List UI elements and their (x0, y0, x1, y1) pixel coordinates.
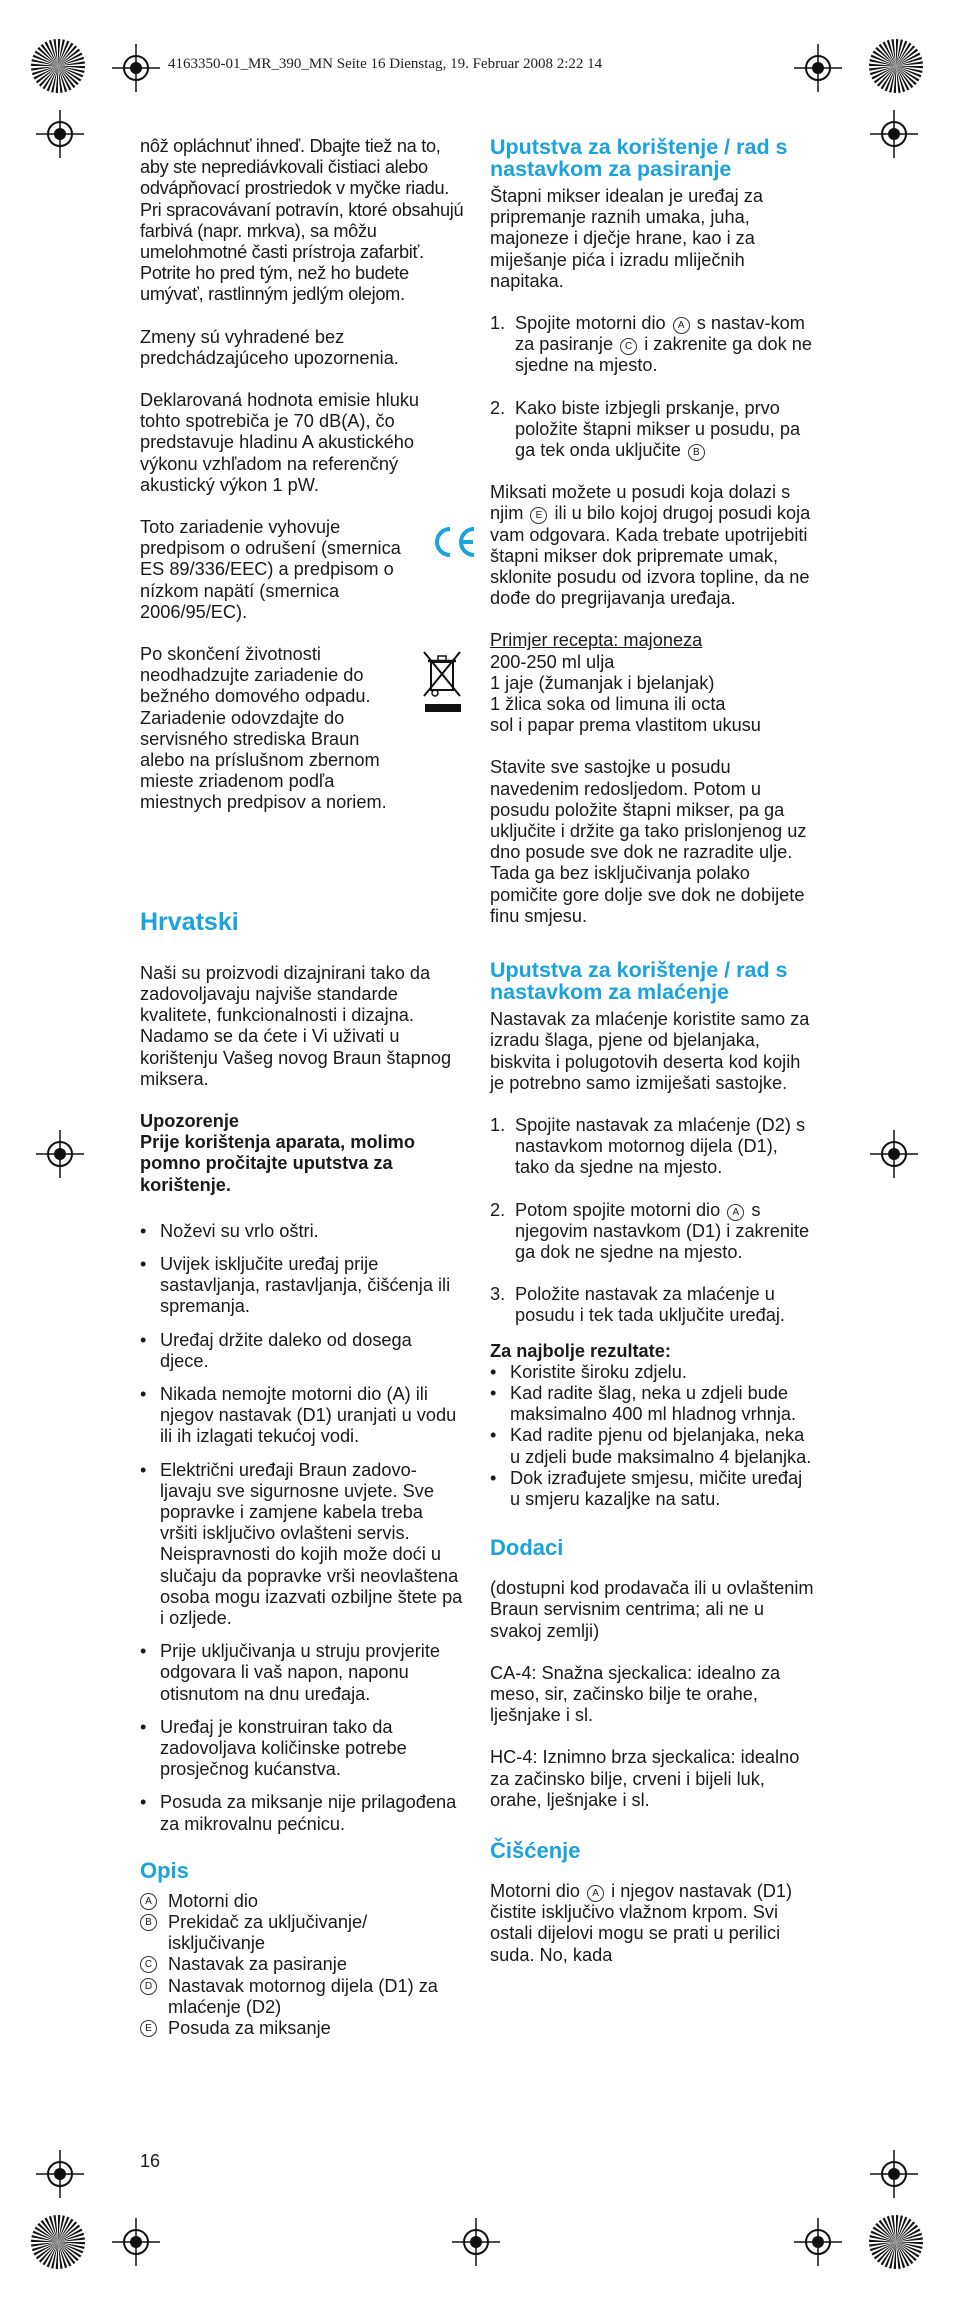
list-item: • Kad radite šlag, neka u zdjeli bude maksimalno 400 ml hladnog vrhnja. (490, 1383, 815, 1425)
part-item (140, 1891, 464, 1912)
crossed-bin-icon (420, 648, 466, 714)
left-column (140, 136, 464, 2039)
part-item (140, 2018, 464, 2039)
print-slug: 4163350-01_MR_390_MN Seite 16 Dienstag, 19. Februar 2008 2:22 14 (168, 56, 603, 72)
body-paragraph: HC-4: Iznimno brza sjeckalica: idealno za začinsko bilje, crveni i bijeli luk, orahe, lješnjake i sl. (490, 1747, 800, 1810)
weee-block (140, 644, 464, 814)
list-item: • Noževi su vrlo oštri. (140, 1221, 464, 1242)
star-target-icon (868, 38, 924, 94)
part-label: Posuda za miksanje (168, 2018, 331, 2039)
registration-mark-icon (36, 110, 84, 158)
sk-paragraph: Toto zariadenie vyhovuje predpisom o odrušení (smernica ES 89/336/EEC) a predpisom o nízkom napätí (smernica 2006/95/EC). (140, 517, 401, 622)
sk-paragraph: Deklarovaná hodnota emisie hluku tohto spotrebiča je 70 dB(A), čo predstavuje hladinu A akustického výkonu vzhľadom na referenčný akustický výkon 1 pW. (140, 390, 420, 495)
best-results-title: Za najbolje rezultate: (490, 1340, 671, 1361)
steps-list-mlacenje (490, 1115, 815, 1327)
part-letter: D (140, 1978, 157, 1995)
list-item: • Nikada nemojte motorni dio (A) ili njegov nastavak (D1) uranjati u vodu ili ih izlagati tekućoj vodi. (140, 1384, 464, 1448)
sk-paragraph: Pri spracovávaní potravín, ktoré obsahujú farbivá (napr. mrkva), sa môžu umelohmotné časti prístroja zafarbiť. Potrite ho pred tým, než ho budete umývať, rastlinným jedlým olejom. (140, 199, 464, 305)
body-paragraph: Stavite sve sastojke u posudu navedenim redosljedom. Potom u posudu položite štapni mikser, pa ga uključite i držite ga tako prislonjenog uz dno posude sve dok ne razradite ulje. Tada ga bez isključivanja polako pomičite gore dolje sve dok ne dobijete finu smjesu. (490, 757, 807, 926)
warning-block (140, 1111, 464, 1196)
part-label: Prekidač za uključivanje/ isključivanje (168, 1912, 368, 1954)
mark-A: A (673, 317, 690, 334)
recipe-block (490, 630, 815, 736)
section-title-mlacenje: Uputstva za korištenje / rad s nastavkom za mlaćenje (490, 958, 788, 1005)
list-item: • Uređaj držite daleko od dosega djece. (140, 1330, 464, 1372)
step-item: 2. Kako biste izbjegli prskanje, prvo položite štapni mikser u posudu, pa ga tek onda uključite B (490, 397, 801, 461)
sk-paragraph: Po skončení životnosti neodhadzujte zariadenie do bežného domového odpadu. Zariadenie odovzdajte do servisného strediska Braun alebo na príslušnom zbernom mieste zriadenom podľa miestnych predpisov a noriem. (140, 644, 387, 813)
section-title-ciscenje: Čišćenje (490, 1837, 581, 1863)
registration-mark-icon (870, 1130, 918, 1178)
warning-title: Upozorenje (140, 1110, 240, 1131)
ce-block (140, 517, 464, 623)
page-number: 16 (140, 2151, 161, 2171)
step-item: 1. Spojite nastavak za mlaćenje (D2) s nastavkom motornog dijela (D1), tako da sjedne na mjesto. (490, 1114, 806, 1178)
registration-mark-icon (112, 2218, 160, 2266)
list-item: • Posuda za miksanje nije prilagođena za mikrovalnu pećnicu. (140, 1792, 464, 1834)
sk-paragraph: nôž opláchnuť ihneď. Dbajte tiež na to, aby ste neprediávkovali čistiaci alebo odvápňovací prostriedok v myčke riadu. (140, 136, 450, 199)
intro-paragraph: Štapni mikser idealan je uređaj za pripremanje raznih umaka, juha, majoneze i dječje hrane, kao i za miješanje pića i izradu mliječnih napitaka. (490, 186, 763, 291)
registration-mark-icon (36, 2150, 84, 2198)
body-paragraph: Motorni dio A i njegov nastavak (D1) čistite isključivo vlažnom krpom. Svi ostali dijelovi mogu se prati u perilici suda. No, kada (490, 1880, 793, 1965)
section-title-opis: Opis (140, 1857, 189, 1883)
part-item (140, 1912, 464, 1954)
mark-E: E (530, 507, 547, 524)
star-target-icon (30, 38, 86, 94)
part-letter: C (140, 1956, 157, 1973)
list-item: • Uvijek isključite uređaj prije sastavljanja, rastavljanja, čišćenja ili spremanja. (140, 1254, 464, 1318)
section-title-dodaci: Dodaci (490, 1535, 564, 1561)
warning-list (140, 1221, 464, 1835)
body-paragraph: CA-4: Snažna sjeckalica: idealno za meso, sir, začinsko bilje te orahe, lješnjake i sl. (490, 1662, 781, 1726)
recipe-line: 200-250 ml ulja (490, 651, 615, 672)
sk-paragraph: Zmeny sú vyhradené bez predchádzajúceho upozornenia. (140, 326, 399, 368)
part-letter: B (140, 1914, 157, 1931)
registration-mark-icon (870, 110, 918, 158)
section-title-pasiranje: Uputstva za korištenje / rad s nastavkom za pasiranje (490, 135, 788, 181)
registration-mark-icon (112, 44, 160, 92)
part-label: Motorni dio (168, 1890, 258, 1911)
recipe-line: sol i papar prema vlastitom ukusu (490, 715, 761, 736)
part-letter: A (140, 1893, 157, 1910)
body-paragraph: (dostupni kod prodavača ili u ovlaštenim Braun servisnim centrima; ali ne u svakoj zemlji) (490, 1578, 814, 1641)
star-target-icon (30, 2214, 86, 2270)
part-item (140, 1954, 464, 1975)
list-item: • Uređaj je konstruiran tako da zadovoljava količinske potrebe prosječnog kućanstva. (140, 1717, 464, 1781)
recipe-line: 1 žlica soka od limuna ili octa (490, 694, 726, 715)
mark-A: A (727, 1204, 744, 1221)
registration-mark-icon (36, 1130, 84, 1178)
star-target-icon (868, 2214, 924, 2270)
intro-paragraph: Naši su proizvodi dizajnirani tako da zadovoljavaju najviše standarde kvalitete, funkcionalnosti i dizajna. Nadamo se da ćete i Vi uživati u korištenju Vašeg novog Braun štapnog miksera. (140, 962, 452, 1089)
step-item: 3. Položite nastavak za mlaćenje u posudu i tek tada uključite uređaj. (490, 1284, 785, 1326)
list-item: • Kad radite pjenu od bjelanjaka, neka u zdjeli bude maksimalno 4 bjelanjka. (490, 1425, 815, 1467)
list-item: • Dok izrađujete smjesu, mičite uređaj u smjeru kazaljke na satu. (490, 1468, 815, 1510)
body-paragraph: Miksati možete u posudi koja dolazi s njim E ili u bilo kojoj drugoj posudi koja vam odgovara. Kada trebate upotrijebiti štapni mikser dok pripremate umak, sklonite posudu od izvora topline, da ne dođe do pregrijavanja uređaja. (490, 482, 811, 609)
list-item: • Prije uključivanja u struju provjerite odgovara li vaš napon, naponu otisnutom na dnu uređaja. (140, 1641, 464, 1705)
intro-paragraph: Nastavak za mlaćenje koristite samo za izradu šlaga, pjene od bjelanjaka, biskvita i polugotovih deserta kod kojih je potrebno samo izmiješati sastojke. (490, 1009, 810, 1093)
mark-B: B (688, 444, 705, 461)
recipe-title: Primjer recepta: majoneza (490, 630, 703, 651)
list-item: • Koristite široku zdjelu. (490, 1362, 815, 1383)
registration-mark-icon (794, 2218, 842, 2266)
steps-list-pasiranje (490, 313, 815, 461)
right-column (490, 136, 815, 1987)
list-item: • Električni uređaji Braun zadovo-ljavaju sve sigurnosne uvjete. Sve popravke i zamjene kabela treba vršiti isključivo ovlašteni servis. Neispravnosti do kojih može doći u slučaju da popravke vrši neovlaštena osoba mogu izazvati ozbiljne štete pa i ozljede. (140, 1460, 464, 1630)
mark-C: C (620, 338, 637, 355)
registration-mark-icon (870, 2150, 918, 2198)
part-letter: E (140, 2020, 157, 2037)
parts-list (140, 1891, 464, 2039)
step-item: 1. Spojite motorni dio A s nastav-kom za pasiranje C i zakrenite ga dok ne sjedne na mjesto. (490, 313, 813, 376)
part-label: Nastavak za pasiranje (168, 1954, 347, 1975)
mark-A: A (587, 1885, 604, 1902)
part-label: Nastavak motornog dijela (D1) za mlaćenje (D2) (168, 1975, 438, 2017)
step-item: 2. Potom spojite motorni dio A s njegovim nastavkom (D1) i zakrenite ga dok ne sjedne na mjesto. (490, 1199, 810, 1262)
warning-subtitle: Prije korištenja aparata, molimo pomno pročitajte uputstva za korištenje. (140, 1132, 415, 1195)
registration-mark-icon (452, 2218, 500, 2266)
ce-mark-icon (432, 525, 478, 559)
section-title-hrvatski: Hrvatski (140, 907, 239, 936)
recipe-line: 1 jaje (žumanjak i bjelanjak) (490, 672, 715, 693)
part-item (140, 1976, 464, 2018)
best-results-list (490, 1362, 815, 1510)
registration-mark-icon (794, 44, 842, 92)
